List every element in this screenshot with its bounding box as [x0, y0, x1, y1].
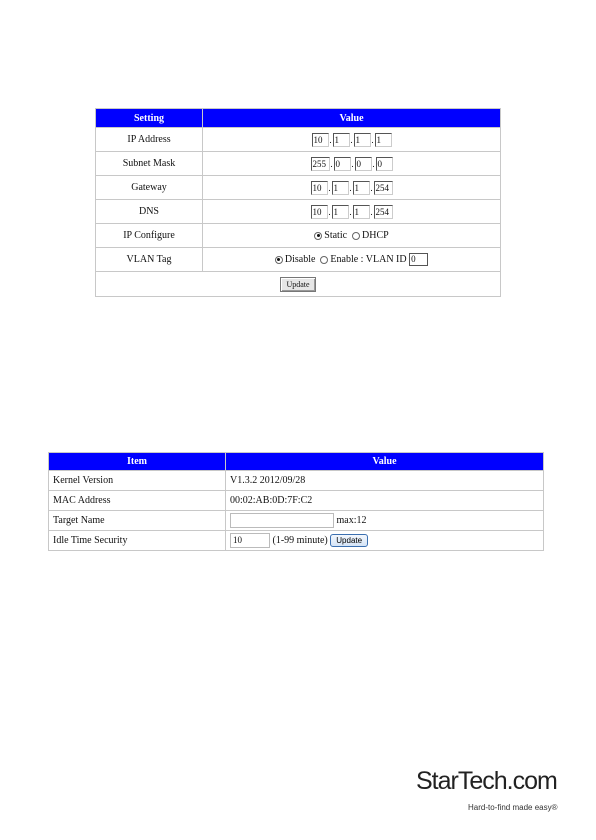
static-radio[interactable] — [314, 232, 322, 240]
startech-logo — [416, 767, 576, 817]
vlan-enable-label: Enable : VLAN ID — [330, 253, 407, 265]
idle-time-label: Idle Time Security — [49, 531, 226, 551]
ip-configure-row — [96, 224, 501, 248]
ip-address-row: IP Address 10 . 1 . 1 . 1 — [96, 128, 501, 152]
subnet-octet-4[interactable]: 0 — [376, 157, 393, 171]
kernel-version-value: V1.3.2 2012/09/28 — [226, 471, 544, 491]
gateway-label: Gateway — [96, 176, 203, 200]
vlan-disable-label: Disable — [284, 253, 316, 265]
target-name-input[interactable] — [230, 513, 334, 528]
logo-wordmark: StarTech.com — [416, 767, 557, 795]
header-item: Item — [49, 453, 226, 471]
kernel-version-label: Kernel Version — [49, 471, 226, 491]
logo-tagline: Hard-to-find made easy® — [468, 803, 558, 812]
header-value: Value — [203, 109, 501, 128]
subnet-mask-row: Subnet Mask 255 . 0 . 0 . 0 — [96, 152, 501, 176]
ip-octet-2[interactable]: 1 — [333, 133, 350, 147]
dhcp-radio-label: DHCP — [362, 230, 389, 241]
idle-time-row — [49, 531, 544, 551]
ip-octet-3[interactable]: 1 — [354, 133, 371, 147]
update-row — [96, 272, 501, 297]
ip-octet-1[interactable]: 10 — [312, 133, 329, 147]
gateway-row: Gateway 10 . 1 . 1 . 254 — [96, 176, 501, 200]
dns-octet-3[interactable]: 1 — [353, 205, 370, 219]
mac-address-value: 00:02:AB:0D:7F:C2 — [226, 491, 544, 511]
header-setting: Setting — [96, 109, 203, 128]
mac-address-label: MAC Address — [49, 491, 226, 511]
gateway-octet-3[interactable]: 1 — [353, 181, 370, 195]
dns-octet-2[interactable]: 1 — [332, 205, 349, 219]
vlan-enable-radio[interactable] — [320, 256, 328, 264]
target-name-label: Target Name — [49, 511, 226, 531]
vlan-disable-radio[interactable] — [275, 256, 283, 264]
subnet-octet-1[interactable]: 255 — [311, 157, 330, 171]
ip-octet-4[interactable]: 1 — [375, 133, 392, 147]
subnet-octet-2[interactable]: 0 — [334, 157, 351, 171]
vlan-tag-label: VLAN Tag — [96, 248, 203, 272]
target-name-hint: max:12 — [336, 514, 367, 526]
idle-time-hint: (1-99 minute) — [272, 534, 328, 546]
mac-address-row — [49, 491, 544, 511]
dns-label: DNS — [96, 200, 203, 224]
dns-row: DNS 10 . 1 . 1 . 254 — [96, 200, 501, 224]
target-name-row — [49, 511, 544, 531]
header-value: Value — [226, 453, 544, 471]
dns-octet-4[interactable]: 254 — [374, 205, 393, 219]
kernel-version-row — [49, 471, 544, 491]
ip-address-label: IP Address — [96, 128, 203, 152]
gateway-octet-4[interactable]: 254 — [374, 181, 393, 195]
dhcp-radio[interactable] — [352, 232, 360, 240]
subnet-mask-label: Subnet Mask — [96, 152, 203, 176]
idle-time-input[interactable]: 10 — [230, 533, 270, 548]
network-update-button[interactable]: Update — [280, 277, 315, 292]
device-info-table — [48, 452, 544, 551]
gateway-octet-2[interactable]: 1 — [332, 181, 349, 195]
gateway-octet-1[interactable]: 10 — [311, 181, 328, 195]
vlan-tag-row — [96, 248, 501, 272]
dns-octet-1[interactable]: 10 — [311, 205, 328, 219]
subnet-octet-3[interactable]: 0 — [355, 157, 372, 171]
network-settings-table — [95, 108, 501, 297]
idle-time-update-button[interactable]: Update — [330, 534, 368, 547]
vlan-id-input[interactable]: 0 — [409, 253, 428, 266]
ip-configure-label: IP Configure — [96, 224, 203, 248]
static-radio-label: Static — [324, 230, 348, 241]
